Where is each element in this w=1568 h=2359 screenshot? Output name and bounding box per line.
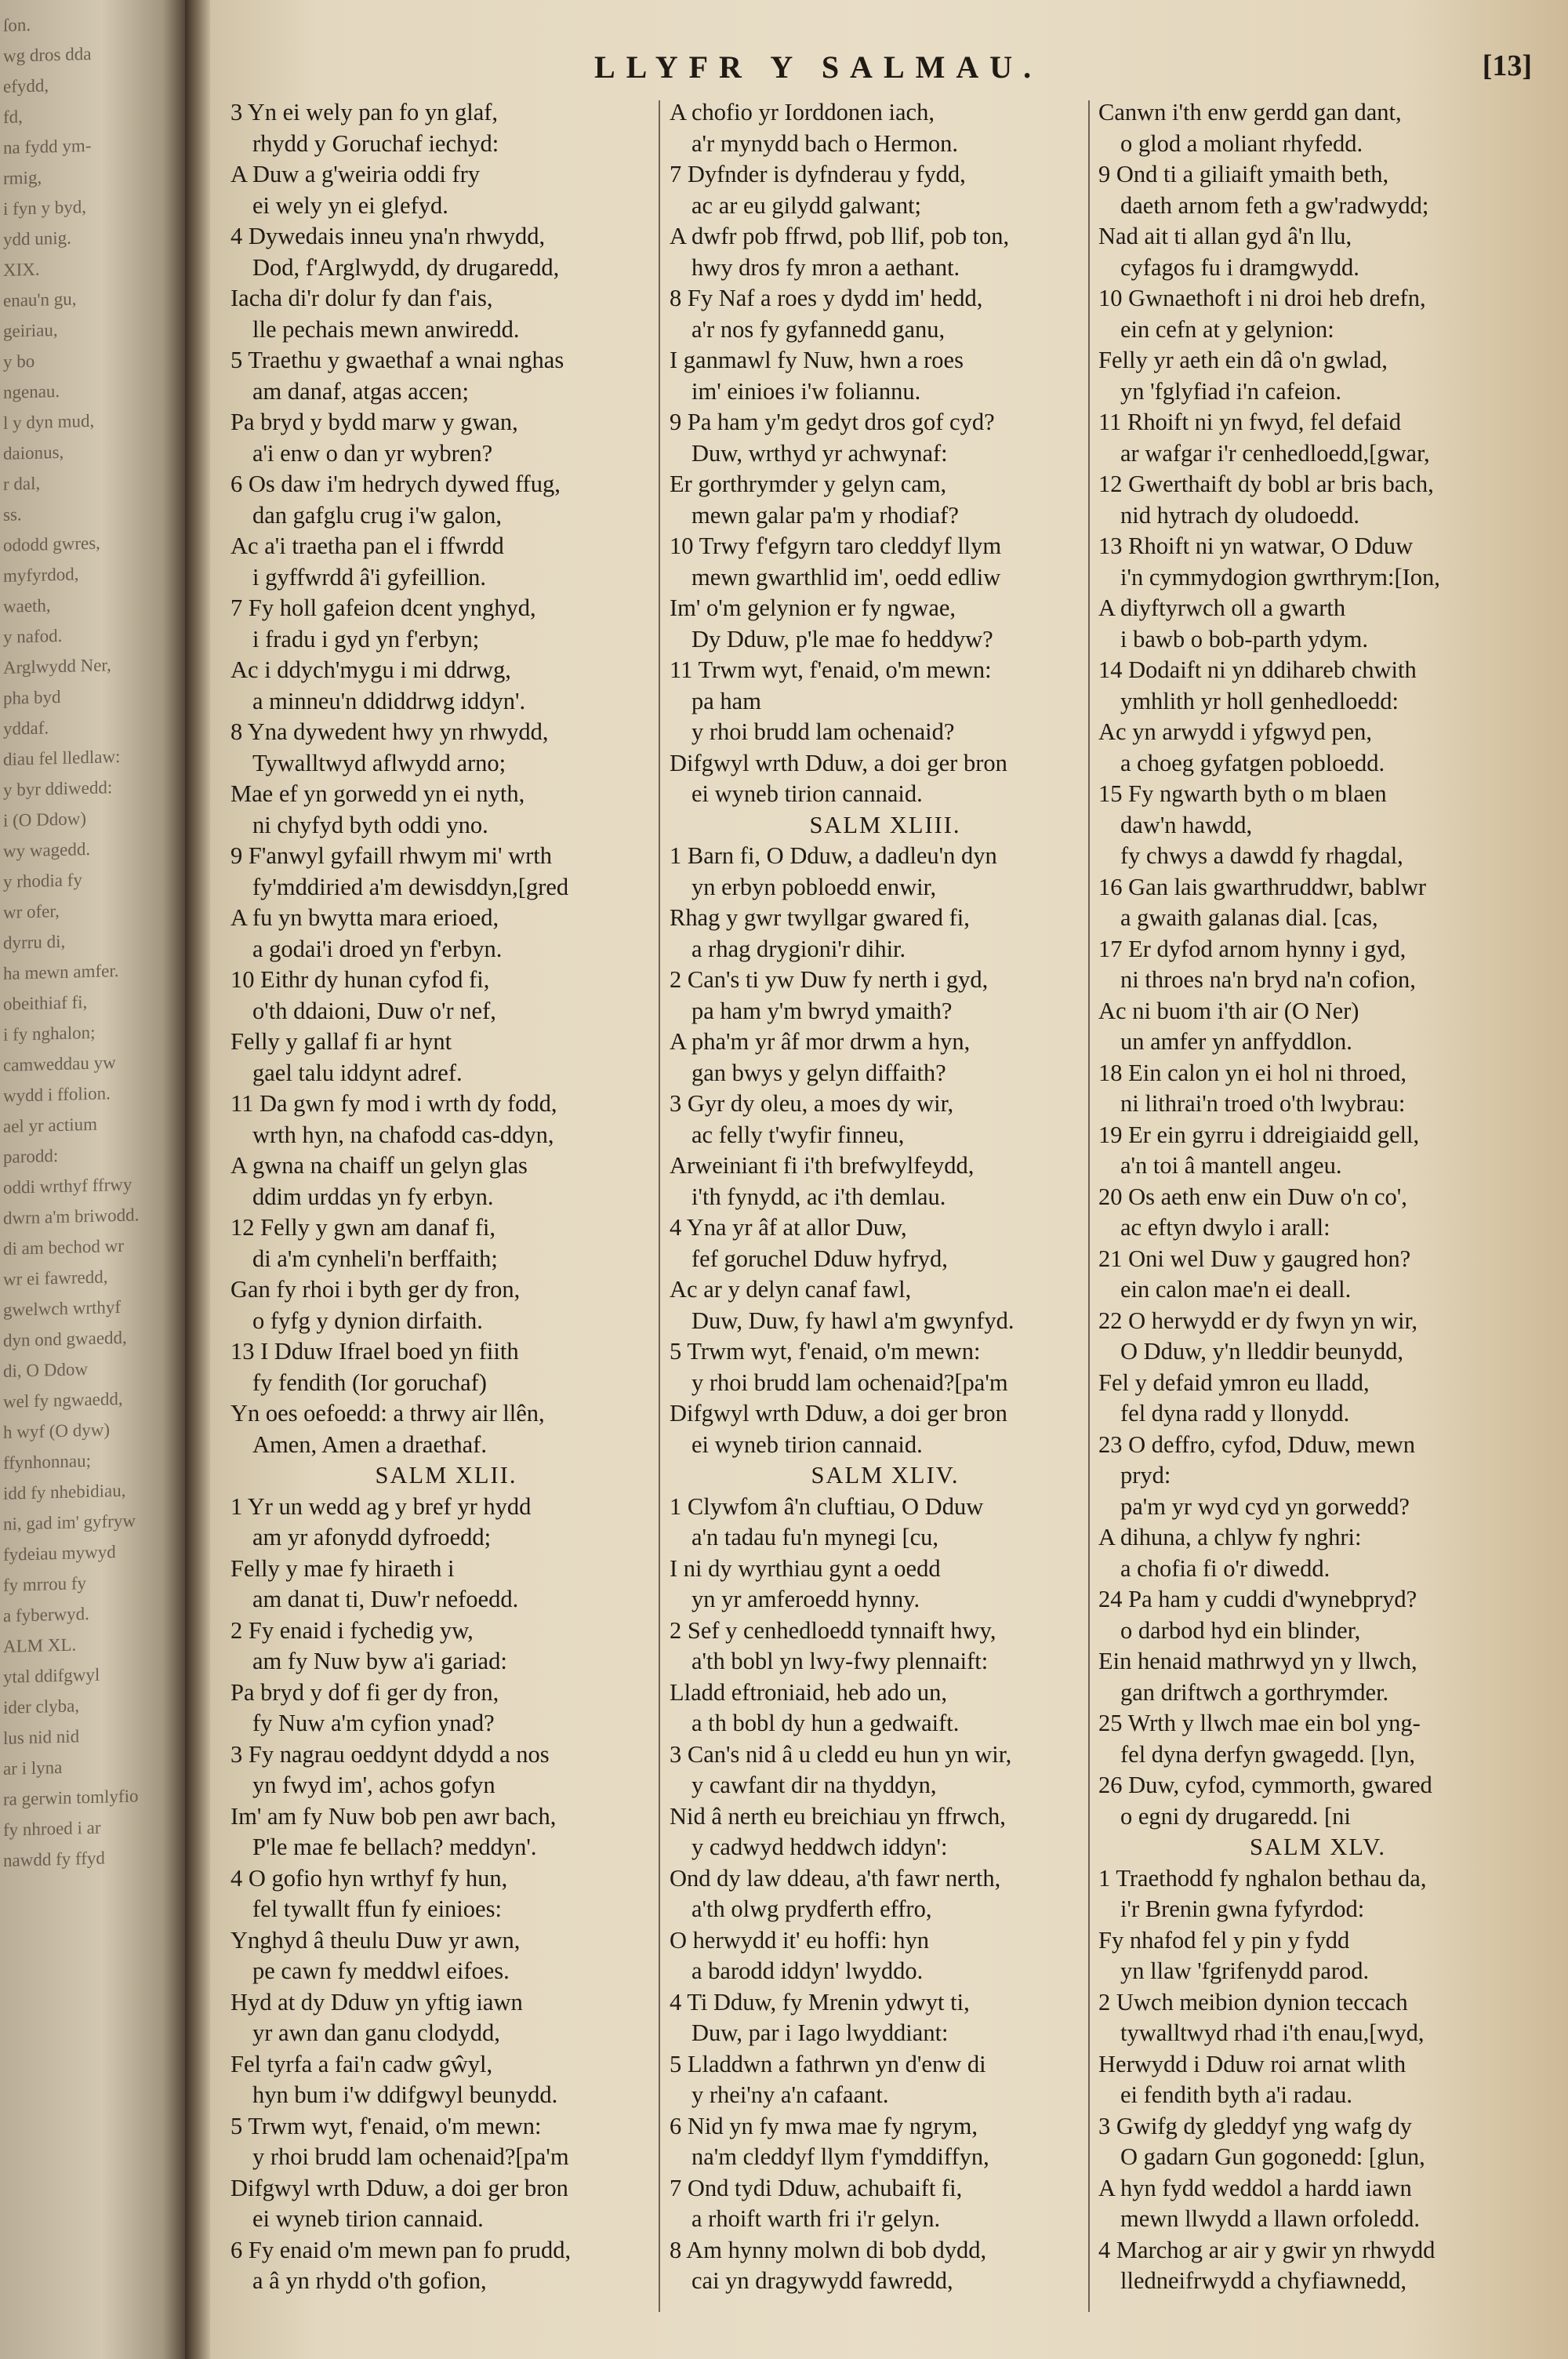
verse-line: lledneifrwydd a chyfiawnedd,: [1120, 2267, 1407, 2294]
verse-line: 8 Yna dywedent hwy yn rhwydd,: [230, 718, 549, 745]
facing-page-line: ffynhonnau;: [3, 1450, 92, 1473]
verse-line: 4 Dywedais inneu yna'n rhwydd,: [230, 223, 546, 249]
facing-page-line: myfyrdod,: [3, 564, 79, 586]
verse-line: O herwydd it' eu hoffi: hyn: [670, 1926, 930, 1954]
verse-line: pa ham y'm bwryd ymaith?: [691, 997, 953, 1024]
facing-page-line: ider clyba,: [3, 1696, 80, 1717]
verse-line: a'th olwg prydferth effro,: [691, 1896, 932, 1922]
facing-page-line: ael yr actium: [3, 1114, 98, 1136]
facing-page-line: y nafod.: [3, 625, 63, 647]
verse-line: a rhag drygioni'r dihir.: [691, 935, 906, 962]
facing-page-line: oddi wrthyf ffrwy: [3, 1174, 132, 1198]
verse-line: 7 Ond tydi Dduw, achubaift fi,: [670, 2174, 963, 2201]
verse-line: 21 Oni wel Duw y gaugred hon?: [1098, 1245, 1411, 1272]
verse-line: Pa bryd y dof fi ger dy fron,: [230, 1678, 499, 1706]
verse-line: di a'm cynheli'n berffaith;: [252, 1245, 498, 1272]
facing-page-line: ra gerwin tomlyfio: [3, 1786, 139, 1809]
verse-line: Dod, f'Arglwydd, dy drugaredd,: [252, 253, 560, 281]
verse-line: hyn bum i'w ddifgwyl beunydd.: [252, 2081, 558, 2108]
verse-line: a godai'i droed yn f'erbyn.: [252, 935, 503, 962]
verse-line: yn 'fglyfiad i'n cafeion.: [1120, 377, 1342, 405]
verse-line: 4 Ti Dduw, fy Mrenin ydwyt ti,: [670, 1988, 970, 2016]
facing-page-line: i (O Ddow): [3, 809, 87, 831]
verse-line: A hyn fydd weddol a hardd iawn: [1098, 2174, 1412, 2201]
facing-page-line: ododd gwres,: [3, 533, 100, 555]
facing-page-line: di am bechod wr: [3, 1235, 124, 1259]
verse-line: 13 I Dduw Ifrael boed yn fiith: [230, 1338, 519, 1365]
facing-page-line: rmig,: [3, 167, 42, 188]
verse-line: am yr afonydd dyfroedd;: [252, 1524, 492, 1550]
verse-line: 9 Ond ti a giliaift ymaith beth,: [1098, 161, 1389, 187]
facing-page-line: ytal ddifgwyl: [3, 1664, 100, 1687]
facing-page-line: wydd i ffolion.: [3, 1083, 111, 1106]
verse-line: ei wyneb tirion cannaid.: [691, 780, 923, 807]
facing-page-line: fy mrrou fy: [3, 1573, 87, 1595]
verse-line: ein calon mae'n ei deall.: [1120, 1276, 1352, 1303]
verse-line: Felly y gallaf fi ar hynt: [230, 1028, 452, 1055]
verse-line: 4 Yna yr âf at allor Duw,: [670, 1214, 907, 1241]
verse-line: Pa bryd y bydd marw y gwan,: [230, 409, 518, 435]
verse-line: a chofia fi o'r diwedd.: [1120, 1554, 1330, 1582]
facing-page-line: wy wagedd.: [3, 838, 91, 861]
facing-page-line: gwelwch wrthyf: [3, 1296, 122, 1320]
verse-line: 3 Can's nid â u cledd eu hun yn wir,: [670, 1740, 1012, 1768]
verse-line: A diyftyrwch oll a gwarth: [1098, 594, 1346, 621]
verse-line: fy fendith (Ior goruchaf): [252, 1369, 487, 1396]
verse-line: 3 Yn ei wely pan fo yn glaf,: [230, 99, 499, 125]
facing-page-line: ALM XL.: [3, 1634, 77, 1656]
book-gutter: [185, 0, 210, 2359]
verse-line: A dwfr pob ffrwd, pob llif, pob ton,: [670, 223, 1010, 249]
verse-line: 2 Can's ti yw Duw fy nerth i gyd,: [670, 966, 989, 993]
verse-line: Ac ar y delyn canaf fawl,: [670, 1276, 912, 1303]
facing-page-line: dyn ond gwaedd,: [3, 1327, 127, 1350]
facing-page-line: idd fy nhebidiau,: [3, 1480, 126, 1503]
verse-line: 1 Traethodd fy nghalon bethau da,: [1098, 1864, 1427, 1892]
verse-line: am fy Nuw byw a'i gariad:: [252, 1648, 507, 1674]
verse-line: gan driftwch a gorthrymder.: [1120, 1678, 1389, 1706]
verse-line: am danat ti, Duw'r nefoedd.: [252, 1586, 519, 1612]
verse-line: Duw, Duw, fy hawl a'm gwynfyd.: [691, 1307, 1014, 1334]
verse-line: i fradu i gyd yn f'erbyn;: [252, 625, 480, 652]
verse-line: Hyd at dy Dduw yn yftig iawn: [230, 1988, 523, 2016]
verse-line: ar wafgar i'r cenhedloedd,[gwar,: [1120, 439, 1430, 467]
facing-page-line: waeth,: [3, 595, 51, 616]
verse-line: Fy nhafod fel y pin y fydd: [1098, 1926, 1350, 1954]
verse-line: y cadwyd heddwch iddyn':: [691, 1834, 948, 1860]
verse-line: y rhoi brudd lam ochenaid?[pa'm: [252, 2143, 569, 2170]
verse-line: y rhei'ny a'n cafaant.: [691, 2081, 889, 2108]
verse-line: a'i enw o dan yr wybren?: [252, 439, 493, 467]
facing-page-line: ss.: [3, 504, 22, 525]
facing-page-line: fd,: [3, 107, 23, 127]
verse-line: 11 Rhoift ni yn fwyd, fel defaid: [1098, 409, 1401, 435]
verse-line: 3 Fy nagrau oeddynt ddydd a nos: [230, 1740, 550, 1768]
verse-line: Ac yn arwydd i yfgwyd pen,: [1098, 718, 1372, 745]
verse-line: A Duw a g'weiria oddi fry: [230, 161, 481, 187]
facing-page-line: y rhodia fy: [3, 870, 82, 892]
verse-line: pe cawn fy meddwl eifoes.: [252, 1957, 510, 1984]
verse-line: 5 Lladdwn a fathrwn yn d'enw di: [670, 2050, 986, 2077]
verse-line: yn yr amferoedd hynny.: [691, 1586, 920, 1612]
verse-line: yn erbyn pobloedd enwir,: [691, 873, 937, 900]
verse-line: Fel y defaid ymron eu lladd,: [1098, 1369, 1370, 1396]
facing-page-line: wg dros dda: [3, 43, 92, 66]
text-column-middle: [670, 97, 1101, 2297]
verse-line: fy Nuw a'm cyfion ynad?: [252, 1710, 495, 1736]
verse-line: I ganmawl fy Nuw, hwn a roes: [670, 347, 964, 373]
facing-page: [0, 0, 185, 2359]
facing-page-line: di, O Ddow: [3, 1359, 88, 1381]
facing-page-line: h wyf (O dyw): [3, 1419, 111, 1442]
facing-page-line: wr ei fawredd,: [3, 1267, 108, 1289]
verse-line: 8 Fy Naf a roes y dydd im' hedd,: [670, 285, 983, 311]
verse-line: fel tywallt ffun fy einioes:: [252, 1896, 502, 1922]
verse-line: yn llaw 'fgrifenydd parod.: [1120, 1957, 1370, 1984]
verse-line: 1 Barn fi, O Dduw, a dadleu'n dyn: [670, 842, 997, 869]
verse-line: Ac a'i traetha pan el i ffwrdd: [230, 533, 504, 559]
verse-line: 17 Er dyfod arnom hynny i gyd,: [1098, 935, 1406, 962]
verse-line: Felly y mae fy hiraeth i: [230, 1554, 455, 1582]
verse-line: O gadarn Gun gogonedd: [glun,: [1120, 2143, 1425, 2170]
verse-line: 3 Gyr dy oleu, a moes dy wir,: [670, 1090, 954, 1117]
verse-line: Im' o'm gelynion er fy ngwae,: [670, 594, 956, 621]
psalm-heading: SALM XLII.: [375, 1462, 517, 1488]
facing-page-line: dyrru di,: [3, 931, 66, 953]
verse-line: gan bwys y gelyn diffaith?: [691, 1059, 946, 1086]
facing-page-line: dwrn a'm briwodd.: [3, 1205, 140, 1228]
verse-line: 24 Pa ham y cuddi d'wynebpryd?: [1098, 1586, 1417, 1612]
verse-line: 14 Dodaift ni yn ddihareb chwith: [1098, 656, 1417, 683]
verse-line: a minneu'n ddiddrwg iddyn'.: [252, 687, 526, 714]
verse-line: 25 Wrth y llwch mae ein bol yng-: [1098, 1710, 1421, 1736]
verse-line: yn fwyd im', achos gofyn: [252, 1772, 495, 1798]
verse-line: Er gorthrymder y gelyn cam,: [670, 471, 947, 497]
verse-line: ac felly t'wyfir finneu,: [691, 1121, 905, 1148]
verse-line: ddim urddas yn fy erbyn.: [252, 1183, 494, 1210]
verse-line: 8 Am hynny molwn di bob dydd,: [670, 2236, 987, 2263]
verse-line: 2 Fy enaid i fychedig yw,: [230, 1616, 474, 1644]
facing-page-line: pha byd: [3, 686, 61, 708]
verse-line: 3 Gwifg dy gleddyf yng wafg dy: [1098, 2112, 1412, 2139]
verse-line: pa'm yr wyd cyd yn gorwedd?: [1120, 1492, 1410, 1520]
verse-line: Ynghyd â theulu Duw yr awn,: [230, 1926, 521, 1954]
facing-page-line: geiriau,: [3, 320, 58, 341]
facing-page-line: camweddau yw: [3, 1052, 116, 1075]
verse-line: y rhoi brudd lam ochenaid?: [691, 718, 955, 745]
verse-line: dan gafglu crug i'w galon,: [252, 501, 503, 529]
verse-line: Herwydd i Dduw roi arnat wlith: [1098, 2050, 1406, 2077]
verse-line: 16 Gan lais gwarthruddwr, bablwr: [1098, 873, 1427, 900]
verse-line: 6 Os daw i'm hedrych dywed ffug,: [230, 471, 561, 497]
verse-line: daw'n hawdd,: [1120, 811, 1253, 838]
verse-line: ac ar eu gilydd galwant;: [691, 191, 922, 219]
verse-line: 9 Pa ham y'm gedyt dros gof cyd?: [670, 409, 995, 435]
verse-line: ni lithrai'n troed o'th lwybrau:: [1120, 1090, 1406, 1117]
verse-line: 2 Uwch meibion dynion teccach: [1098, 1988, 1408, 2016]
running-title: LLYFR Y SALMAU.: [594, 49, 1043, 85]
verse-line: Rhag y gwr twyllgar gwared fi,: [670, 904, 970, 931]
verse-line: Difgwyl wrth Dduw, a doi ger bron: [670, 1400, 1007, 1427]
verse-line: 6 Nid yn fy mwa mae fy ngrym,: [670, 2112, 978, 2139]
psalm-heading: SALM XLV.: [1250, 1834, 1386, 1860]
verse-line: ei wyneb tirion cannaid.: [252, 2205, 484, 2232]
verse-line: a â yn rhydd o'th gofion,: [252, 2267, 487, 2294]
verse-line: 5 Traethu y gwaethaf a wnai nghas: [230, 347, 564, 373]
verse-line: 5 Trwm wyt, f'enaid, o'm mewn:: [670, 1338, 981, 1365]
book-page: [210, 0, 1568, 2359]
verse-line: ei wyneb tirion cannaid.: [691, 1430, 923, 1458]
text-column-left: [230, 97, 662, 2297]
verse-line: Nid â nerth eu breichiau yn ffrwch,: [670, 1802, 1006, 1830]
facing-page-line: obeithiaf fi,: [3, 992, 88, 1014]
verse-line: Arweiniant fi i'th brefwylfeydd,: [670, 1152, 975, 1179]
verse-line: 1 Yr un wedd ag y bref yr hydd: [230, 1492, 532, 1520]
verse-line: lle pechais mewn anwiredd.: [252, 315, 520, 343]
verse-line: A dihuna, a chlyw fy nghri:: [1098, 1524, 1362, 1550]
verse-line: Ond dy law ddeau, a'th fawr nerth,: [670, 1864, 1001, 1892]
facing-page-line: ha mewn amfer.: [3, 961, 119, 983]
verse-line: fy chwys a dawdd fy rhagdal,: [1120, 842, 1403, 869]
verse-line: A fu yn bwytta mara erioed,: [230, 904, 499, 931]
verse-line: fy'mddiried a'm dewisddyn,[gred: [252, 873, 569, 900]
verse-line: 4 O gofio hyn wrthyf fy hun,: [230, 1864, 508, 1892]
verse-line: im' einioes i'w foliannu.: [691, 377, 921, 405]
verse-line: Mae ef yn gorwedd yn ei nyth,: [230, 780, 525, 807]
verse-line: pryd:: [1120, 1462, 1171, 1488]
verse-line: a choeg gyfatgen pobloedd.: [1120, 749, 1385, 776]
verse-line: 10 Trwy f'efgyrn taro cleddyf llym: [670, 533, 1002, 559]
verse-line: 12 Felly y gwn am danaf fi,: [230, 1214, 495, 1241]
verse-line: ni throes na'n bryd na'n cofion,: [1120, 966, 1416, 993]
verse-line: a barodd iddyn' lwyddo.: [691, 1957, 924, 1984]
verse-line: 22 O herwydd er dy fwyn yn wir,: [1098, 1307, 1418, 1334]
facing-page-line: yddaf.: [3, 718, 49, 739]
verse-line: A gwna na chaiff un gelyn glas: [230, 1152, 528, 1179]
verse-line: fef goruchel Dduw hyfryd,: [691, 1245, 948, 1272]
verse-line: a th bobl dy hun a gedwaift.: [691, 1710, 960, 1736]
verse-line: y rhoi brudd lam ochenaid?[pa'm: [691, 1369, 1008, 1396]
verse-line: fel dyna radd y llonydd.: [1120, 1400, 1350, 1427]
facing-page-line: Arglwydd Ner,: [3, 655, 111, 678]
verse-line: i gyffwrdd â'i gyfeillion.: [252, 563, 487, 591]
verse-line: Ein henaid mathrwyd yn y llwch,: [1098, 1648, 1417, 1674]
verse-line: 11 Trwm wyt, f'enaid, o'm mewn:: [670, 656, 992, 683]
verse-line: daeth arnom feth a gw'radwydd;: [1120, 191, 1429, 219]
verse-line: o fyfg y dynion dirfaith.: [252, 1307, 483, 1334]
verse-line: cyfagos fu i dramgwydd.: [1120, 253, 1359, 281]
facing-page-line: enau'n gu,: [3, 289, 77, 311]
verse-line: rhydd y Goruchaf iechyd:: [252, 129, 499, 157]
verse-line: ni chyfyd byth oddi yno.: [252, 811, 488, 838]
verse-line: 4 Marchog ar air y gwir yn rhwydd: [1098, 2236, 1436, 2263]
facing-page-line: na fydd ym-: [3, 135, 92, 158]
verse-line: Difgwyl wrth Dduw, a doi ger bron: [230, 2174, 568, 2201]
facing-page-line: y bo: [3, 351, 35, 372]
verse-line: A pha'm yr âf mor drwm a hyn,: [670, 1028, 971, 1055]
verse-line: ei fendith byth a'i radau.: [1120, 2081, 1352, 2108]
facing-page-line: wr ofer,: [3, 900, 60, 922]
verse-line: A chofio yr Iorddonen iach,: [670, 99, 935, 125]
verse-line: y cawfant dir na thyddyn,: [691, 1772, 937, 1798]
verse-line: i'n cymmydogion gwrthrym:[Ion,: [1120, 563, 1440, 591]
verse-line: a'th bobl yn lwy-fwy plennaift:: [691, 1648, 989, 1674]
verse-line: a gwaith galanas dial. [cas,: [1120, 904, 1378, 931]
facing-page-line: lus nid nid: [3, 1726, 80, 1748]
verse-line: P'le mae fe bellach? meddyn'.: [252, 1834, 537, 1860]
facing-page-line: ſon.: [3, 14, 31, 35]
facing-page-line: ngenau.: [3, 380, 60, 402]
verse-line: Canwn i'th enw gerdd gan dant,: [1098, 99, 1402, 125]
verse-line: un amfer yn anffyddlon.: [1120, 1028, 1352, 1055]
verse-line: am danaf, atgas accen;: [252, 377, 470, 405]
text-column-right: [1098, 97, 1537, 2297]
verse-line: gael talu iddynt adref.: [252, 1059, 463, 1086]
facing-page-line: XIX.: [3, 259, 40, 280]
verse-line: Ac i ddych'mygu i mi ddrwg,: [230, 656, 511, 683]
verse-line: 6 Fy enaid o'm mewn pan fo prudd,: [230, 2236, 572, 2263]
verse-line: 15 Fy ngwarth byth o m blaen: [1098, 780, 1387, 807]
verse-line: 19 Er ein gyrru i ddreigiaidd gell,: [1098, 1121, 1420, 1148]
facing-page-line: fydeiau mywyd: [3, 1542, 116, 1565]
verse-line: a'n tadau fu'n mynegi [cu,: [691, 1524, 939, 1550]
psalm-heading: SALM XLIV.: [811, 1462, 960, 1488]
page-number: [13]: [1482, 49, 1532, 82]
verse-line: Dy Dduw, p'le mae fo heddyw?: [691, 625, 993, 652]
verse-line: 7 Fy holl gafeion dcent ynghyd,: [230, 594, 536, 621]
verse-line: hwy dros fy mron a aethant.: [691, 253, 960, 281]
verse-line: 20 Os aeth enw ein Duw o'n co',: [1098, 1183, 1407, 1210]
facing-page-line: r dal,: [3, 473, 41, 494]
verse-line: i'th fynydd, ac i'th demlau.: [691, 1183, 946, 1210]
verse-line: i'r Brenin gwna fyfyrdod:: [1120, 1896, 1365, 1922]
verse-line: 7 Dyfnder is dyfnderau y fydd,: [670, 161, 966, 187]
verse-line: na'm cleddyf llym f'ymddiffyn,: [691, 2143, 989, 2170]
verse-line: i bawb o bob-parth ydym.: [1120, 625, 1368, 652]
facing-page-line: i fy nghalon;: [3, 1022, 96, 1045]
facing-page-line: ni, gad im' gyfryw: [3, 1510, 136, 1534]
verse-line: mewn galar pa'm y rhodiaf?: [691, 501, 959, 529]
verse-line: 1 Clywfom â'n cluftiau, O Dduw: [670, 1492, 984, 1520]
verse-line: 9 F'anwyl gyfaill rhwym mi' wrth: [230, 842, 552, 869]
verse-line: O Dduw, y'n lleddir beunydd,: [1120, 1338, 1403, 1365]
verse-line: ac eftyn dwylo i arall:: [1120, 1214, 1330, 1241]
facing-page-text: [3, 5, 176, 1876]
facing-page-line: efydd,: [3, 75, 49, 96]
psalm-heading: SALM XLIII.: [809, 811, 961, 838]
running-head: [210, 49, 1568, 96]
verse-line: Nad ait ti allan gyd â'n llu,: [1098, 223, 1352, 249]
verse-line: 2 Sef y cenhedloedd tynnaift hwy,: [670, 1616, 996, 1644]
verse-line: I ni dy wyrthiau gynt a oedd: [670, 1554, 941, 1582]
verse-line: 12 Gwerthaift dy bobl ar bris bach,: [1098, 471, 1434, 497]
verse-line: 10 Eithr dy hunan cyfod fi,: [230, 966, 490, 993]
verse-line: 13 Rhoift ni yn watwar, O Dduw: [1098, 533, 1414, 559]
verse-line: yr awn dan ganu clodydd,: [252, 2019, 500, 2046]
verse-line: Ac ni buom i'th air (O Ner): [1098, 997, 1359, 1024]
verse-line: o'th ddaioni, Duw o'r nef,: [252, 997, 496, 1024]
verse-line: wrth hyn, na chafodd cas-ddyn,: [252, 1121, 554, 1148]
verse-line: a'r nos fy gyfannedd ganu,: [691, 315, 946, 343]
verse-line: a rhoift warth fri i'r gelyn.: [691, 2205, 941, 2232]
verse-line: a'n toi â mantell angeu.: [1120, 1152, 1342, 1179]
verse-line: o darbod hyd ein blinder,: [1120, 1616, 1361, 1644]
verse-line: Felly yr aeth ein dâ o'n gwlad,: [1098, 347, 1388, 373]
verse-line: 5 Trwm wyt, f'enaid, o'm mewn:: [230, 2112, 542, 2139]
facing-page-line: y byr ddiwedd:: [3, 777, 113, 800]
verse-line: Yn oes oefoedd: a thrwy air llên,: [230, 1400, 545, 1427]
verse-line: Iacha di'r dolur fy dan f'ais,: [230, 285, 493, 311]
facing-page-line: fy nhroed i ar: [3, 1817, 101, 1840]
facing-page-line: a fyberwyd.: [3, 1604, 89, 1626]
verse-line: pa ham: [691, 687, 761, 714]
verse-line: 23 O deffro, cyfod, Dduw, mewn: [1098, 1430, 1416, 1458]
facing-page-line: l y dyn mud,: [3, 410, 95, 433]
verse-line: ymhlith yr holl genhedloedd:: [1120, 687, 1399, 714]
verse-line: Tywalltwyd aflwydd arno;: [252, 749, 506, 776]
verse-line: 18 Ein calon yn ei hol ni throed,: [1098, 1059, 1407, 1086]
facing-page-line: parodd:: [3, 1146, 59, 1167]
verse-line: 26 Duw, cyfod, cymmorth, gwared: [1098, 1772, 1432, 1798]
verse-line: Amen, Amen a draethaf.: [252, 1430, 487, 1458]
verse-line: cai yn dragywydd fawredd,: [691, 2267, 953, 2294]
verse-line: mewn llwydd a llawn orfoledd.: [1120, 2205, 1421, 2232]
verse-line: Duw, par i Iago lwyddiant:: [691, 2019, 949, 2046]
verse-line: mewn gwarthlid im', oedd edliw: [691, 563, 1001, 591]
verse-line: Fel tyrfa a fai'n cadw gŵyl,: [230, 2050, 493, 2077]
verse-line: Im' am fy Nuw bob pen awr bach,: [230, 1802, 557, 1830]
verse-line: fel dyna derfyn gwagedd. [lyn,: [1120, 1740, 1416, 1768]
verse-line: Lladd eftroniaid, heb ado un,: [670, 1678, 948, 1706]
facing-page-line: wel fy ngwaedd,: [3, 1388, 123, 1412]
facing-page-line: ydd unig.: [3, 227, 71, 249]
facing-page-line: diau fel lledlaw:: [3, 746, 121, 769]
facing-page-line: nawdd fy ffyd: [3, 1848, 105, 1870]
verse-line: Gan fy rhoi i byth ger dy fron,: [230, 1276, 521, 1303]
verse-line: Difgwyl wrth Dduw, a doi ger bron: [670, 749, 1007, 776]
verse-line: 10 Gwnaethoft i ni droi heb drefn,: [1098, 285, 1426, 311]
verse-line: nid hytrach dy oludoedd.: [1120, 501, 1359, 529]
verse-line: a'r mynydd bach o Hermon.: [691, 129, 959, 157]
facing-page-line: ar i lyna: [3, 1757, 63, 1779]
verse-line: o glod a moliant rhyfedd.: [1120, 129, 1363, 157]
verse-line: tywalltwyd rhad i'th enau,[wyd,: [1120, 2019, 1425, 2046]
verse-line: 11 Da gwn fy mod i wrth dy fodd,: [230, 1090, 557, 1117]
verse-line: ei wely yn ei glefyd.: [252, 191, 448, 219]
verse-line: Duw, wrthyd yr achwynaf:: [691, 439, 948, 467]
facing-page-line: daionus,: [3, 442, 64, 463]
facing-page-line: i fyn y byd,: [3, 197, 87, 219]
verse-line: o egni dy drugaredd. [ni: [1120, 1802, 1351, 1830]
verse-line: ein cefn at y gelynion:: [1120, 315, 1334, 343]
